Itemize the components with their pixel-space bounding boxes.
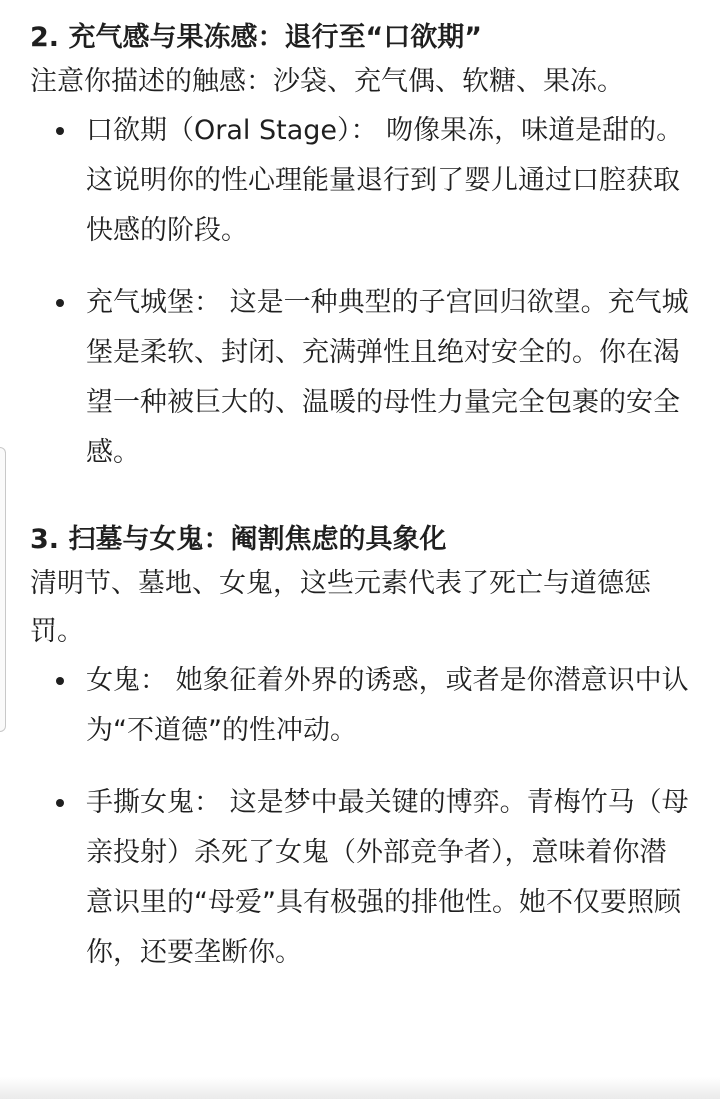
bullet-dot-icon: [56, 299, 64, 307]
list-item-text: 女鬼： 她象征着外界的诱惑，或者是你潜意识中认为“不道德”的性冲动。: [86, 665, 689, 746]
section-2-heading: 2. 充气感与果冻感：退行至“口欲期”: [30, 22, 482, 53]
side-panel-handle[interactable]: [0, 447, 6, 732]
list-item: [30, 106, 690, 256]
section-3-bullet-list: [30, 656, 690, 978]
list-item: [30, 656, 690, 756]
section-2-bullet-list: [30, 106, 690, 478]
list-item-text: 口欲期（Oral Stage）： 吻像果冻，味道是甜的。这说明你的性心理能量退行到了婴儿通过口腔获取快感的阶段。: [86, 115, 684, 246]
list-item: [30, 278, 690, 478]
list-item-text: 充气城堡： 这是一种典型的子宫回归欲望。充气城堡是柔软、封闭、充满弹性且绝对安全的。你在渴望一种被巨大的、温暖的母性力量完全包裹的安全感。: [86, 287, 689, 468]
bottom-fade-overlay: [0, 1077, 720, 1099]
list-item: [30, 778, 690, 978]
bullet-dot-icon: [56, 677, 64, 685]
bullet-dot-icon: [56, 799, 64, 807]
section-3-intro: 清明节、墓地、女鬼，这些元素代表了死亡与道德惩罚。: [30, 568, 651, 647]
list-item-text: 手撕女鬼： 这是梦中最关键的博弈。青梅竹马（母亲投射）杀死了女鬼（外部竞争者），意味着你潜意识里的“母爱”具有极强的排他性。她不仅要照顾你，还要垄断你。: [86, 787, 689, 968]
bullet-dot-icon: [56, 127, 64, 135]
section-2-intro: 注意你描述的触感：沙袋、充气偶、软糖、果冻。: [30, 66, 624, 97]
section-3-heading: 3. 扫墓与女鬼：阉割焦虑的具象化: [30, 524, 447, 555]
